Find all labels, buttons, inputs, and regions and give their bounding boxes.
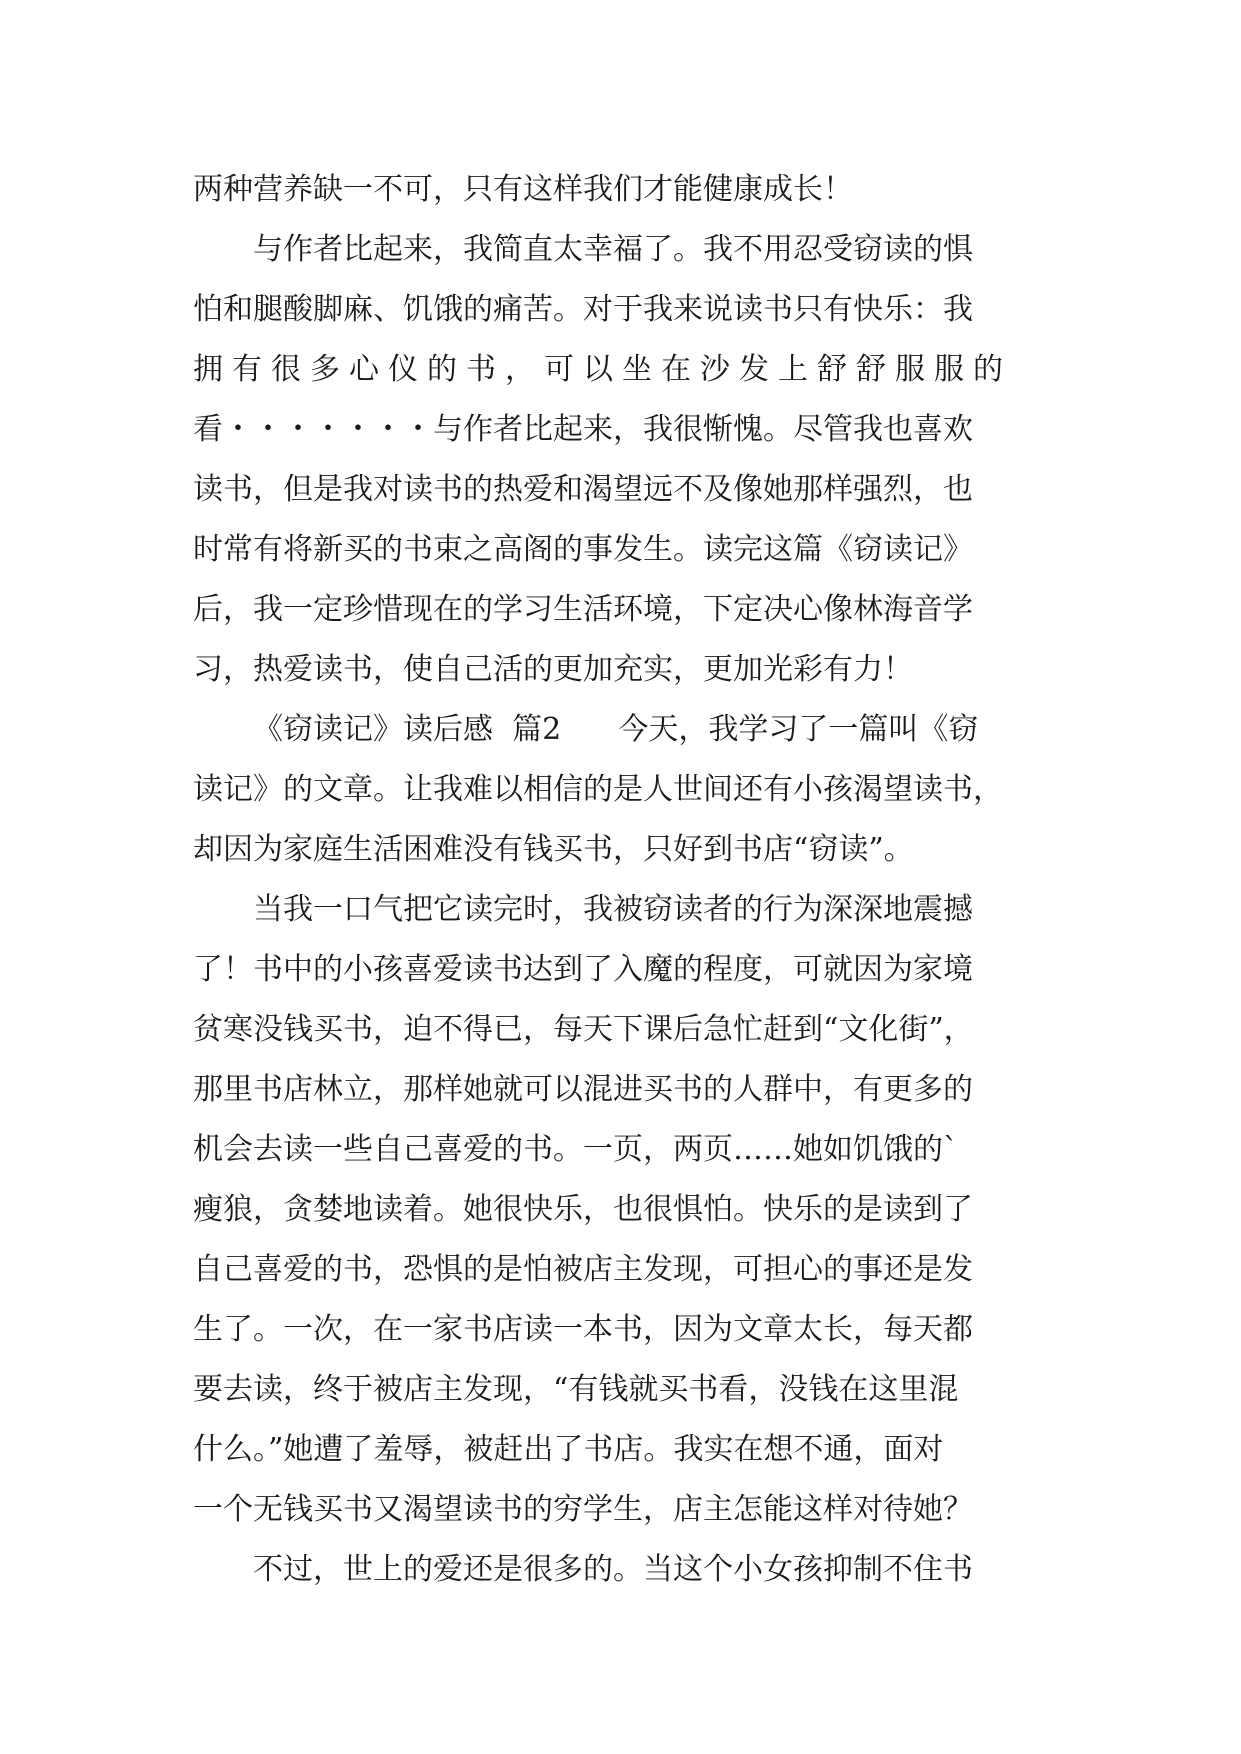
text-line: 两种营养缺一不可，只有这样我们才能健康成长！ <box>193 172 853 207</box>
text-line: 拥有很多心仪的书，可以坐在沙发上舒舒服服的 <box>193 352 1012 387</box>
text-line: 瘦狼，贪婪地读着。她很快乐，也很惧怕。快乐的是读到了 <box>193 1192 973 1227</box>
text-line: 看・・・・・・・与作者比起来，我很惭愧。尽管我也喜欢 <box>193 412 973 447</box>
text-line: 什么。”她遭了羞辱，被赶出了书店。我实在想不通，面对 <box>193 1432 944 1467</box>
text-line: 习，热爱读书，使自己活的更加充实，更加光彩有力！ <box>193 652 913 687</box>
paragraph-start-line: 不过，世上的爱还是很多的。当这个小女孩抑制不住书 <box>253 1552 973 1587</box>
paragraph-start-line: 与作者比起来，我简直太幸福了。我不用忍受窃读的惧 <box>253 232 973 267</box>
text-line: 时常有将新买的书束之高阁的事发生。读完这篇《窃读记》 <box>193 532 973 567</box>
text-line: 贫寒没钱买书，迫不得已，每天下课后急忙赶到“文化街”， <box>193 1012 974 1047</box>
body-text <box>193 160 1049 1600</box>
text-line: 却因为家庭生活困难没有钱买书，只好到书店“窃读”。 <box>193 832 914 867</box>
section-heading-line: 《窃读记》读后感 篇2 今天，我学习了一篇叫《窃 <box>253 712 979 747</box>
text-line: 后，我一定珍惜现在的学习生活环境，下定决心像林海音学 <box>193 592 973 627</box>
text-line: 机会去读一些自己喜爱的书。一页，两页……她如饥饿的` <box>193 1132 958 1167</box>
text-line: 怕和腿酸脚麻、饥饿的痛苦。对于我来说读书只有快乐：我 <box>193 292 973 327</box>
text-line: 那里书店林立，那样她就可以混进买书的人群中，有更多的 <box>193 1072 973 1107</box>
text-line: 读书，但是我对读书的热爱和渴望远不及像她那样强烈，也 <box>193 472 973 507</box>
text-line: 要去读，终于被店主发现，“有钱就买书看，没钱在这里混 <box>193 1372 959 1407</box>
text-line: 生了。一次，在一家书店读一本书，因为文章太长，每天都 <box>193 1312 973 1347</box>
text-line: 读记》的文章。让我难以相信的是人世间还有小孩渴望读书， <box>193 772 1003 807</box>
paragraph-start-line: 当我一口气把它读完时，我被窃读者的行为深深地震撼 <box>253 892 973 927</box>
text-line: 了！书中的小孩喜爱读书达到了入魔的程度，可就因为家境 <box>193 952 973 987</box>
text-line: 一个无钱买书又渴望读书的穷学生，店主怎能这样对待她？ <box>193 1492 973 1527</box>
text-line: 自己喜爱的书，恐惧的是怕被店主发现，可担心的事还是发 <box>193 1252 973 1287</box>
